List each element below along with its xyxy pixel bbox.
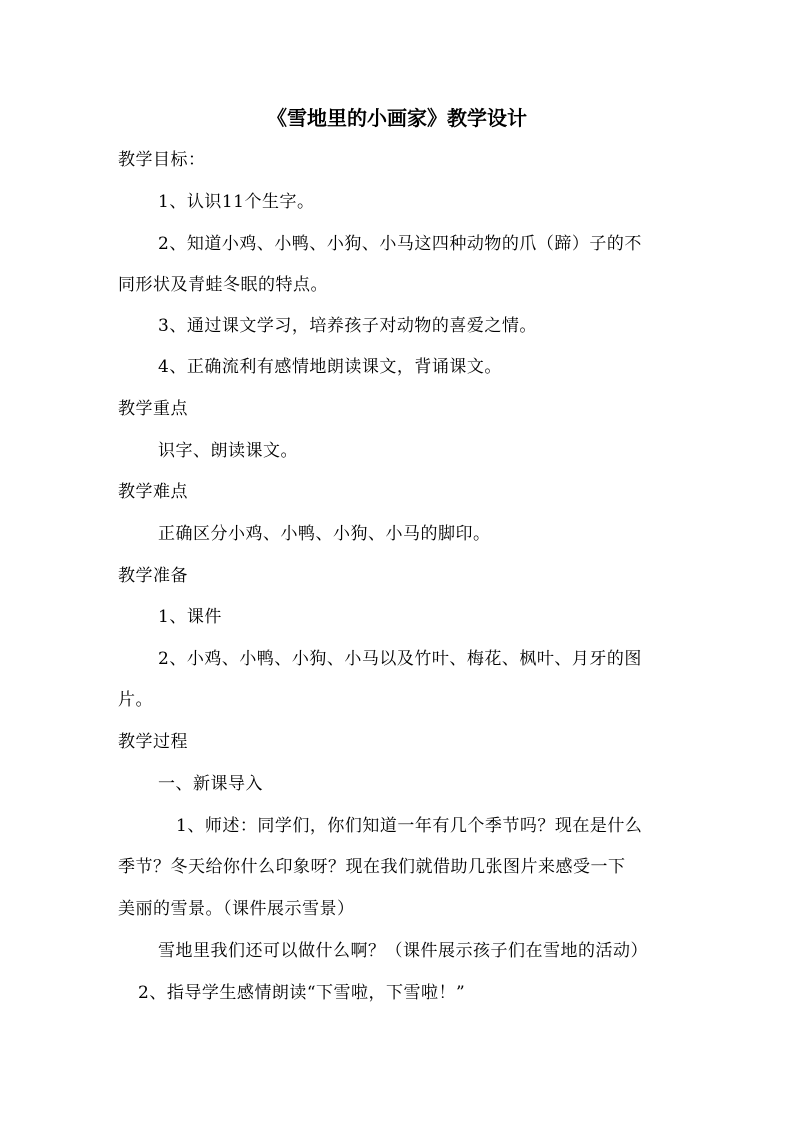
preparation-item-2: 2、小鸡、小鸭、小狗、小马以及竹叶、梅花、枫叶、月牙的图	[158, 649, 642, 669]
objective-item-2-continued: 同形状及青蛙冬眠的特点。	[118, 275, 328, 295]
objective-item-1: 1、认识11个生字。	[158, 192, 315, 212]
objective-item-4: 4、正确流利有感情地朗读课文，背诵课文。	[158, 357, 502, 377]
process-line-5: 2、指导学生感情朗读“下雪啦，下雪啦！”	[138, 983, 466, 1003]
objective-item-3: 3、通过课文学习，培养孩子对动物的喜爱之情。	[158, 316, 537, 336]
process-line-3: 美丽的雪景。（课件展示雪景）	[118, 899, 355, 919]
section-heading-key-points: 教学重点	[118, 399, 188, 419]
document-title: 《雪地里的小画家》教学设计	[267, 106, 527, 130]
process-line-4: 雪地里我们还可以做什么啊？（课件展示孩子们在雪地的活动）	[158, 941, 648, 961]
section-heading-difficulties: 教学难点	[118, 482, 188, 502]
difficulties-text: 正确区分小鸡、小鸭、小狗、小马的脚印。	[158, 524, 491, 544]
key-points-text: 识字、朗读课文。	[158, 441, 298, 461]
section-heading-process: 教学过程	[118, 732, 188, 752]
process-line-2: 季节？冬天给你什么印象呀？现在我们就借助几张图片来感受一下	[118, 857, 626, 877]
section-heading-preparation: 教学准备	[118, 566, 188, 586]
section-heading-objectives: 教学目标：	[118, 150, 206, 170]
preparation-item-2-continued: 片。	[118, 690, 153, 710]
preparation-item-1: 1、课件	[158, 607, 222, 627]
process-subheading: 一、新课导入	[158, 774, 263, 794]
process-line-1: 1、师述：同学们，你们知道一年有几个季节吗？现在是什么	[176, 816, 643, 836]
objective-item-2: 2、知道小鸡、小鸭、小狗、小马这四种动物的爪（蹄）子的不	[158, 234, 642, 254]
